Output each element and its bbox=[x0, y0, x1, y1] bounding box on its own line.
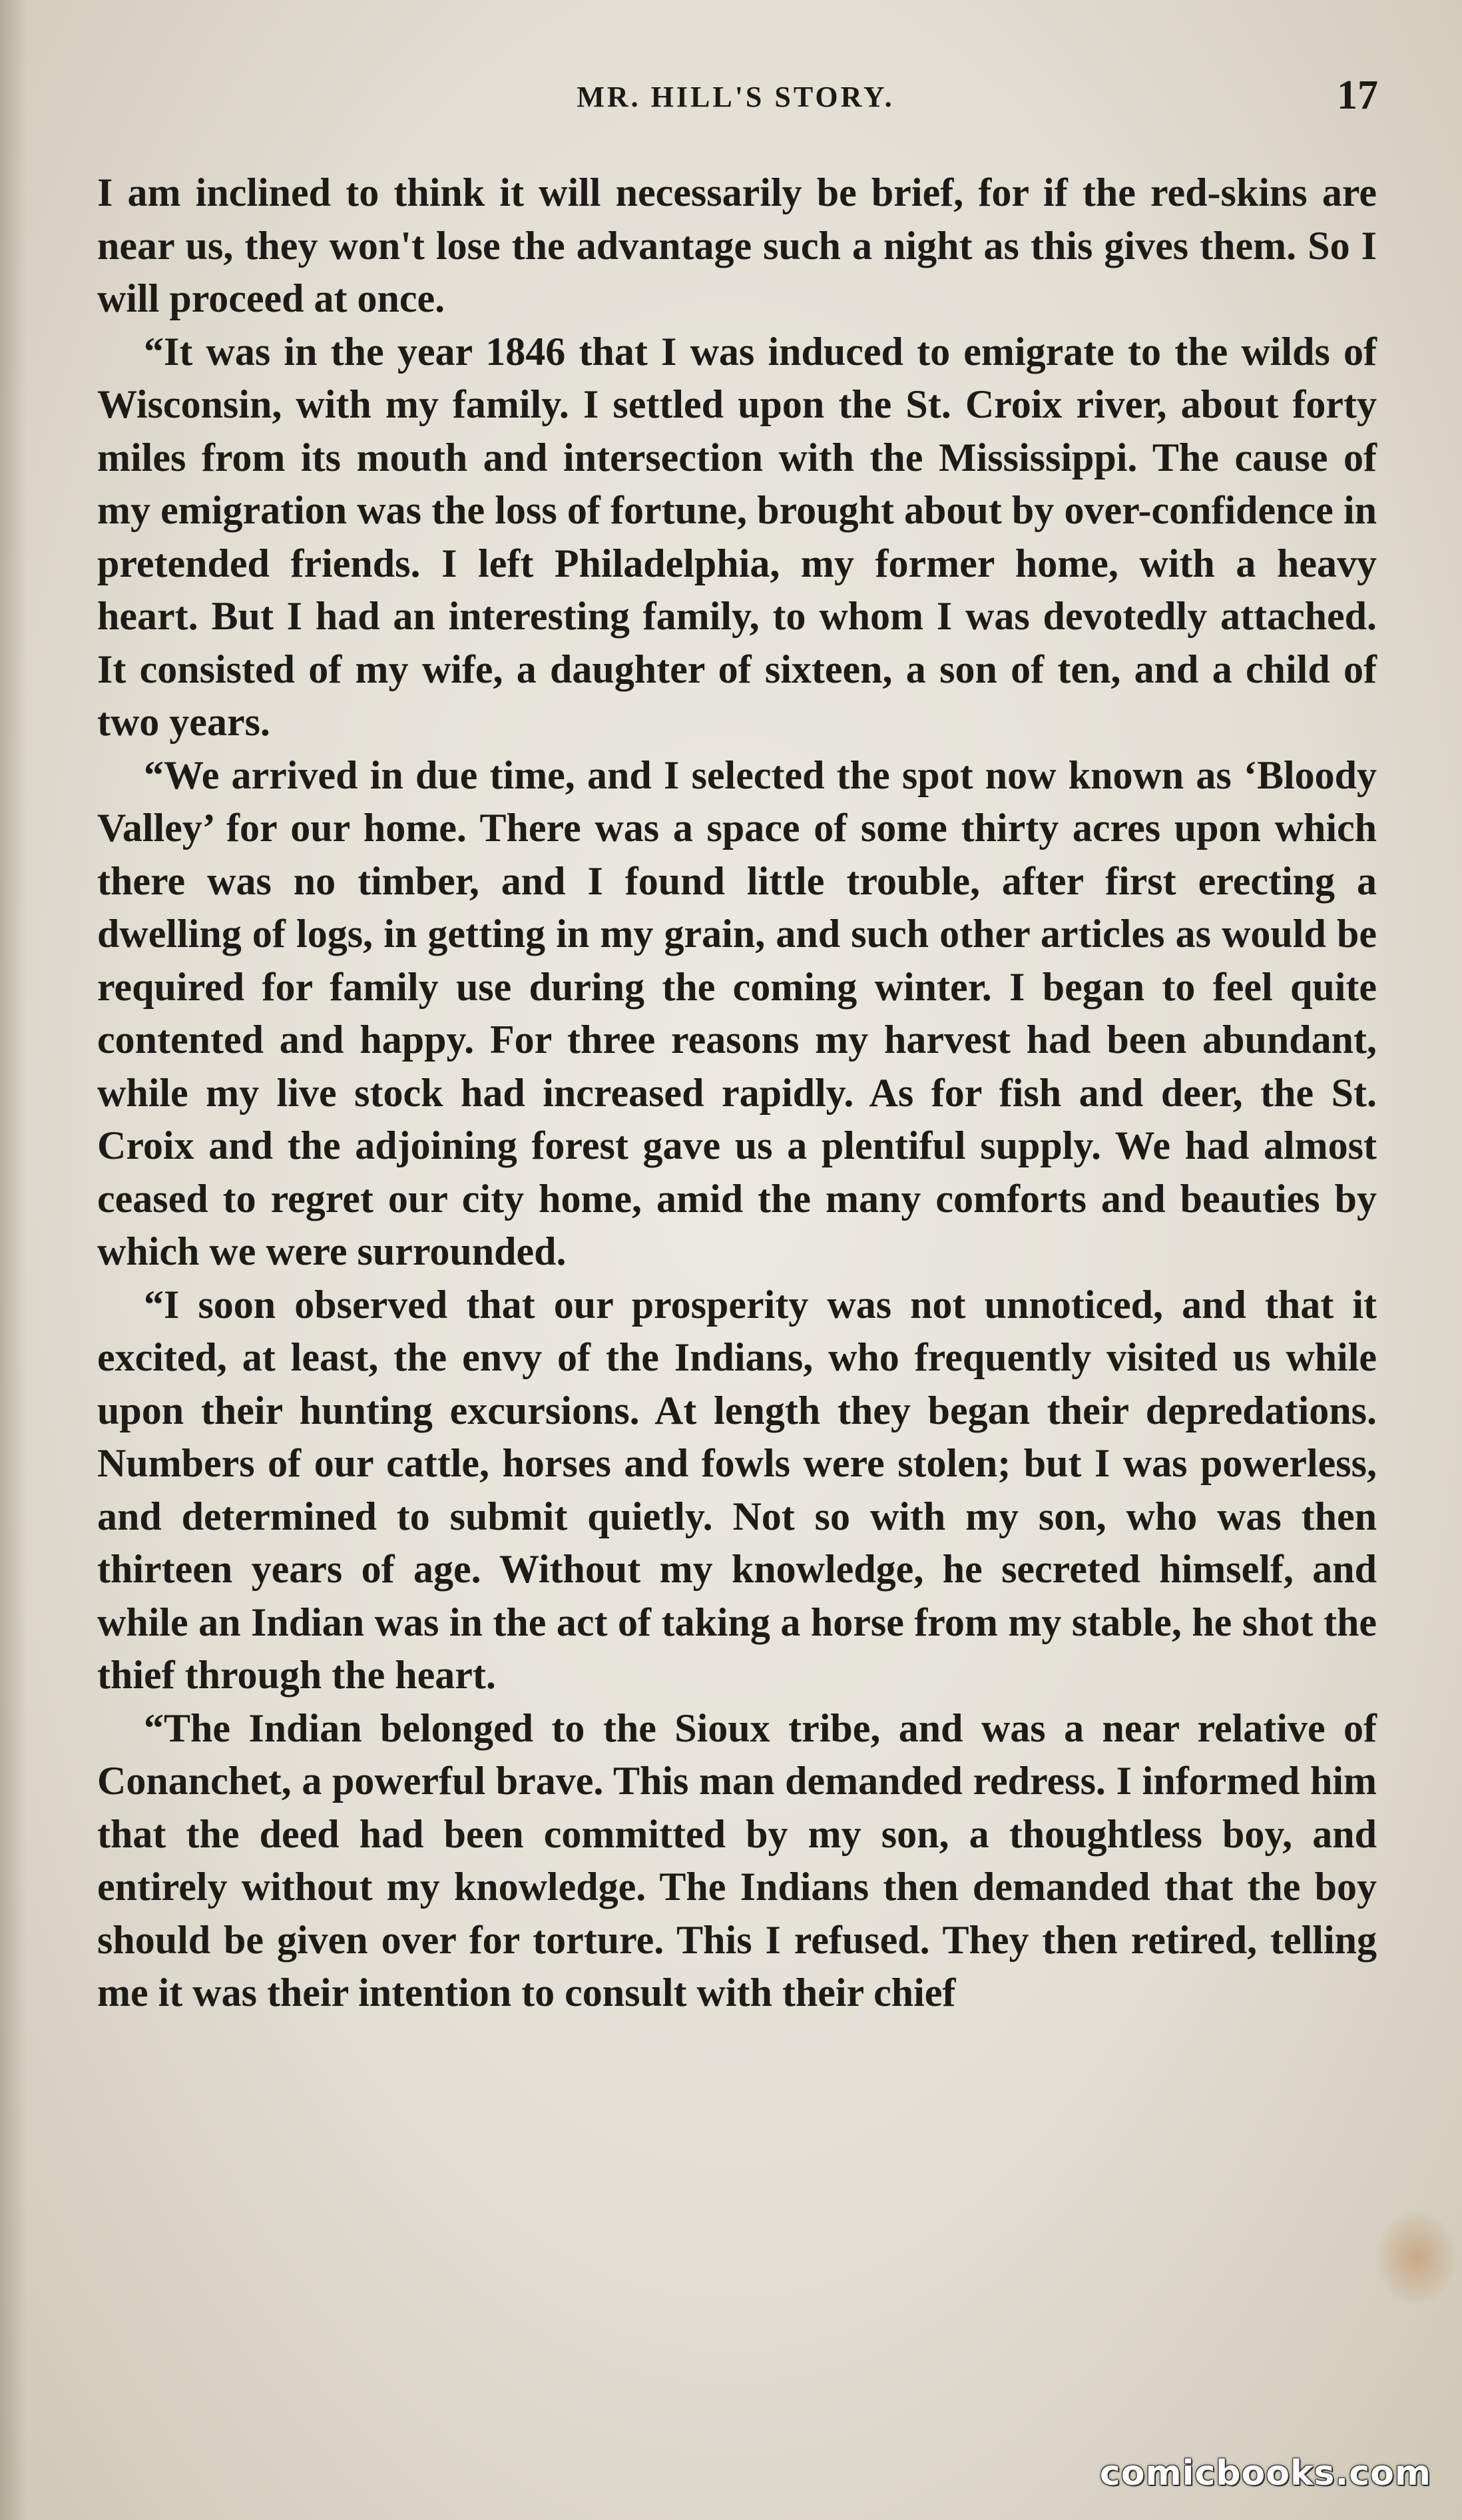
running-head bbox=[93, 72, 1378, 125]
paragraph-3: “We arrived in due time, and I selected the spot now known as ‘Bloody Valley’ for our home. There was a space of some thirty acres upon which there was no timber, and I found little trouble, after first erecting a dwelling of logs, in getting in my grain, and such other articles as would be required for family use during the coming winter. I began to feel quite contented and happy. For three reasons my harvest had been abundant, while my live stock had increased rapidly. As for fish and deer, the St. Croix and the adjoining forest gave us a plentiful supply. We had almost ceased to regret our city home, amid the many comforts and beauties by which we were surrounded. bbox=[97, 753, 1377, 1273]
watermark: comicbooks.com bbox=[1099, 2453, 1431, 2493]
paragraph-5: “The Indian belonged to the Sioux tribe, and was a near relative of Conanchet, a powerful brave. This man demanded redress. I informed him that the deed had been committed by my son, a thoughtless boy, and entirely without my knowledge. The Indians then demanded that the boy should be given over for torture. This I refused. They then retired, telling me it was their intention to consult with their chief bbox=[97, 1706, 1377, 2015]
paragraph-1: I am inclined to think it will necessarily be brief, for if the red-skins are near us, they won't lose the advantage such a night as this gives them. So I will proceed at once. bbox=[97, 170, 1377, 320]
paper-stain bbox=[1377, 2211, 1457, 2304]
page-number: 17 bbox=[1337, 73, 1378, 118]
page-edge-shadow bbox=[0, 0, 27, 2520]
paragraph-4: “I soon observed that our prosperity was not unnoticed, and that it excited, at least, the envy of the Indians, who frequently visited us while upon their hunting excursions. At length they began their depredations. Numbers of our cattle, horses and fowls were stolen; but I was powerless, and determined to submit quietly. Not so with my son, who was then thirteen years of age. Without my knowledge, he secreted himself, and while an Indian was in the act of taking a horse from my stable, he shot the thief through the heart. bbox=[97, 1282, 1377, 1697]
running-title: MR. HILL'S STORY. bbox=[577, 81, 895, 113]
body-text bbox=[97, 166, 1377, 2020]
paragraph-2: “It was in the year 1846 that I was induced to emigrate to the wilds of Wisconsin, with my family. I settled upon the St. Croix river, about forty miles from its mouth and intersection with the Mississippi. The cause of my emigration was the loss of fortune, brought about by over-confidence in pretended friends. I left Philadelphia, my former home, with a heavy heart. But I had an interesting family, to whom I was devotedly attached. It consisted of my wife, a daughter of sixteen, a son of ten, and a child of two years. bbox=[97, 329, 1377, 744]
